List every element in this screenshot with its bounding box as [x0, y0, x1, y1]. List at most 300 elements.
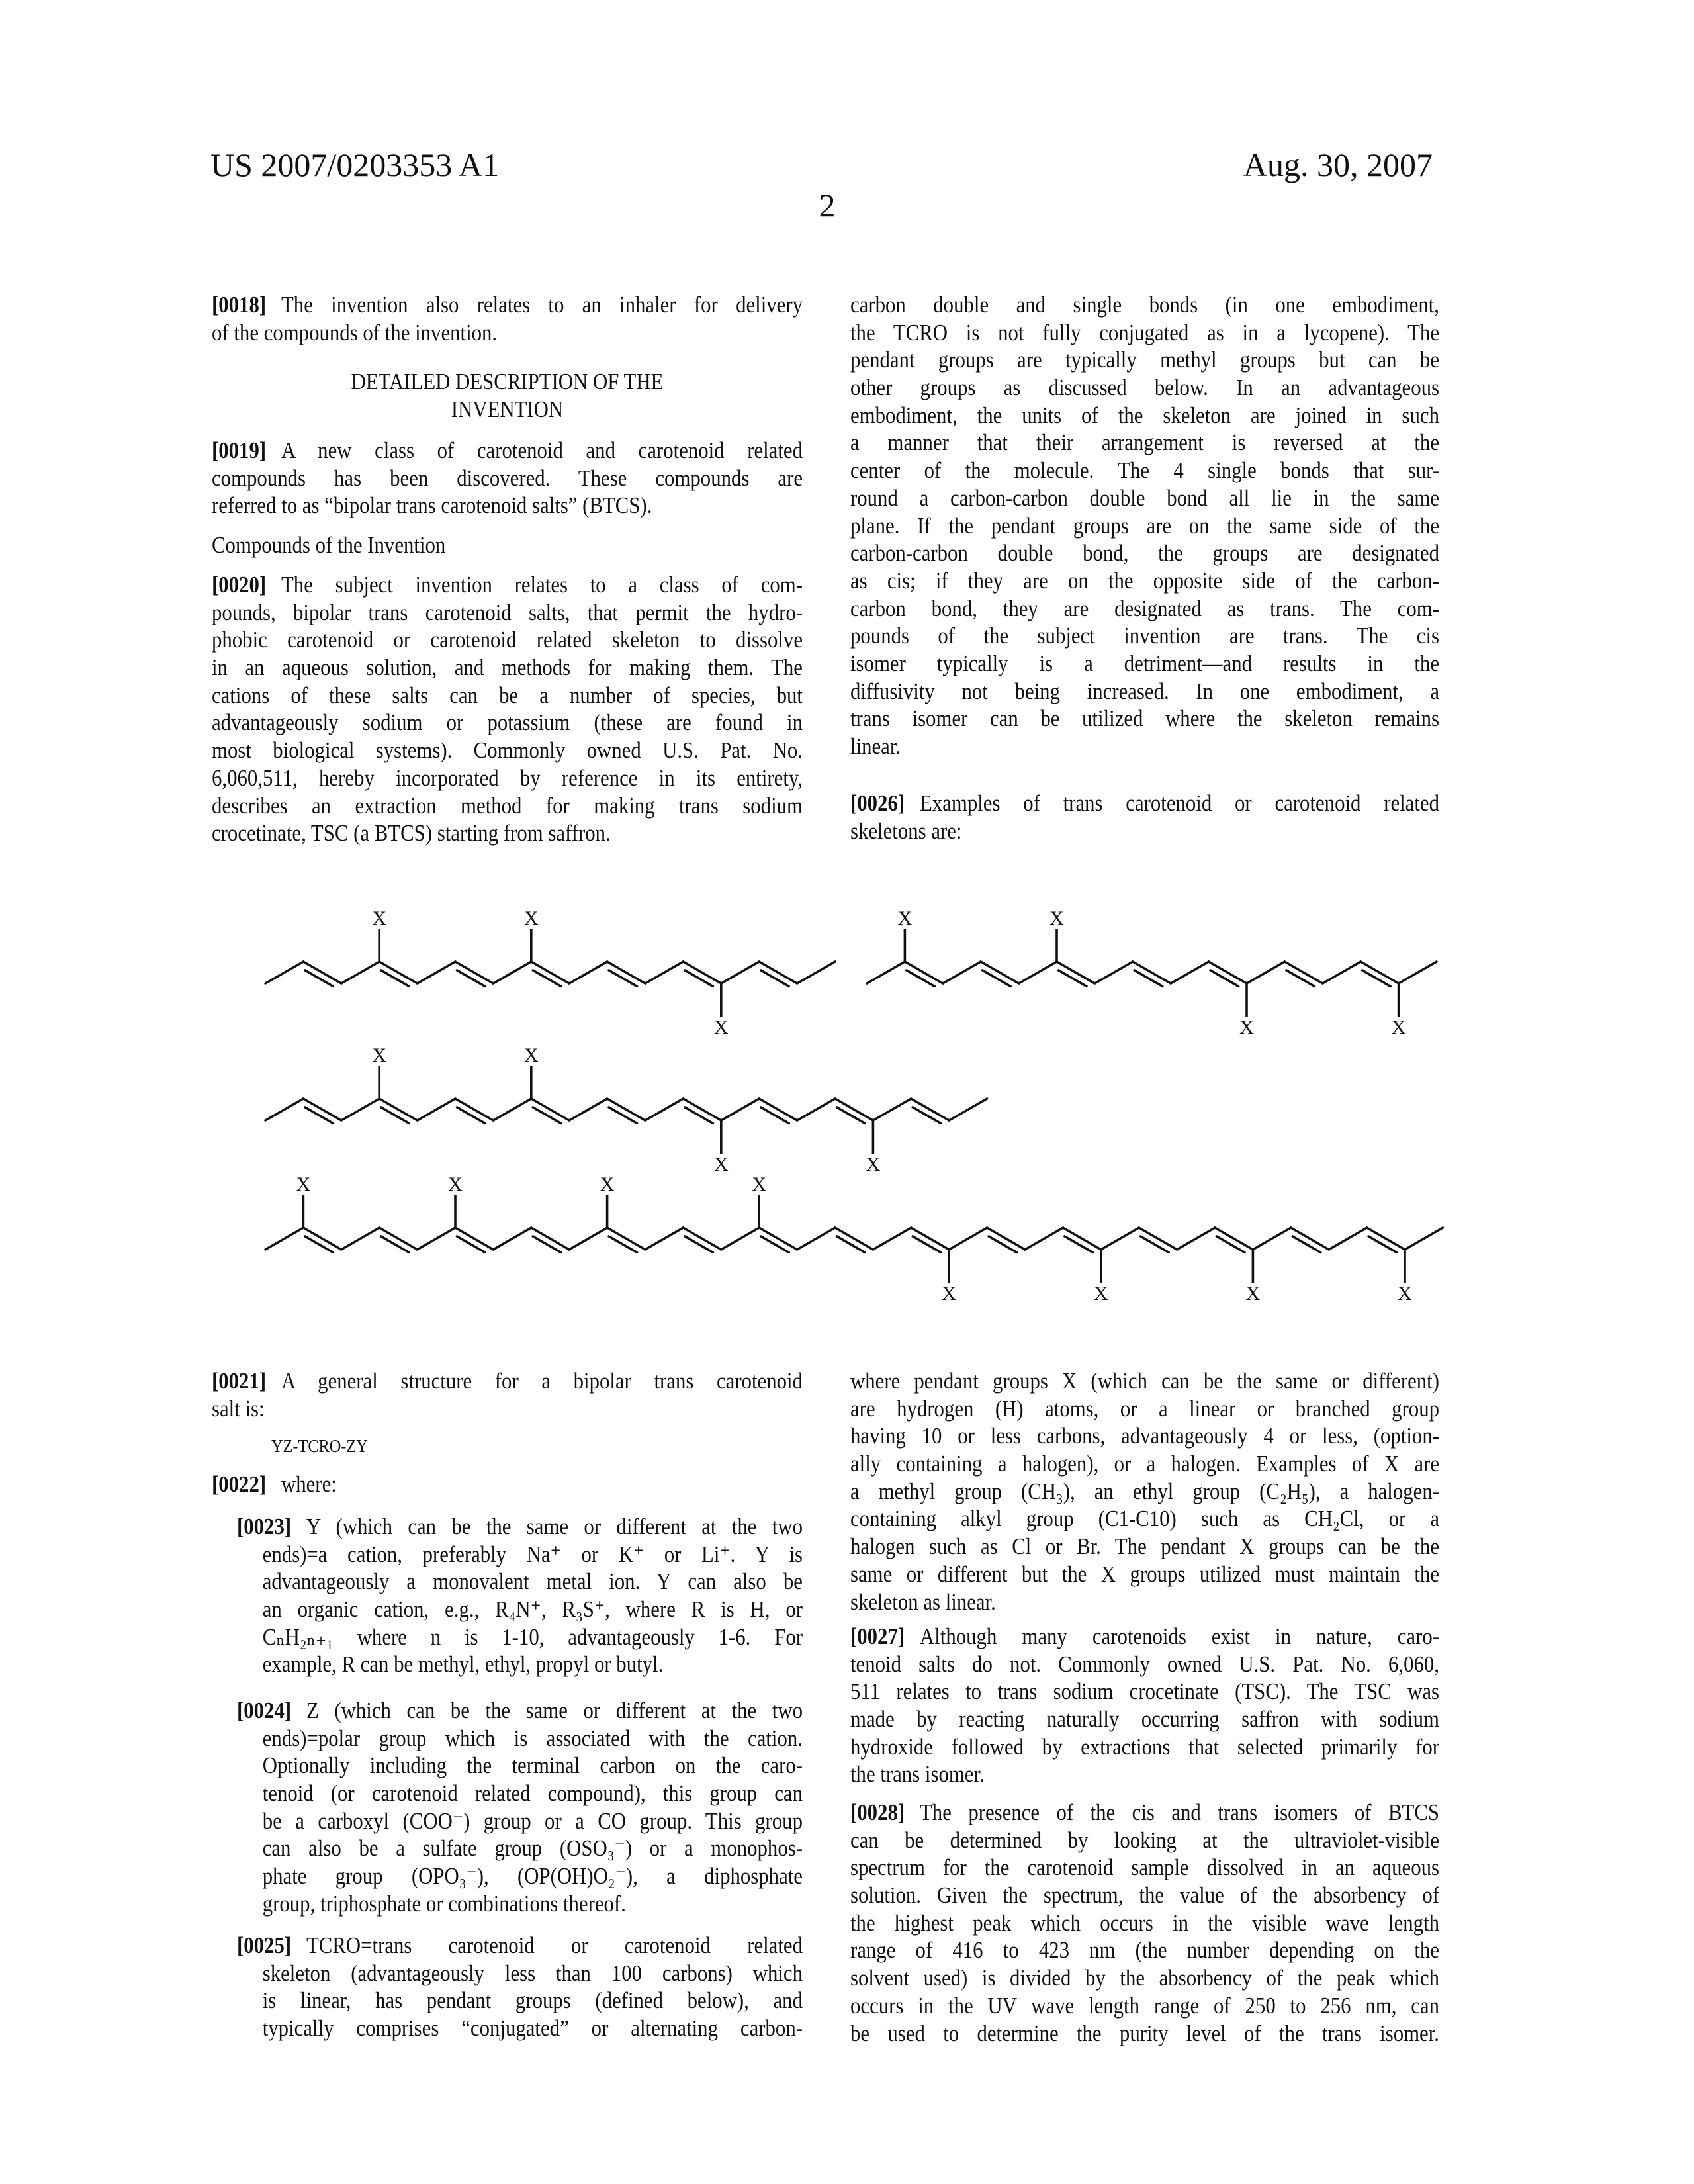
line-text: isomer typically is a detriment—and results in the	[850, 651, 1439, 676]
single-bond	[1177, 1228, 1215, 1250]
line-text: other groups as discussed below. In an advantageous	[850, 375, 1439, 400]
single-bond	[493, 1228, 531, 1250]
line-text: most biological systems). Commonly owned U.S. Pat. No.	[212, 737, 803, 763]
pendant-group-x-label: X	[1049, 907, 1064, 929]
single-bond	[797, 962, 835, 983]
text-line	[237, 1960, 803, 1987]
single-bond	[1019, 962, 1057, 983]
line-text: where pendant groups X (which can be the same or different)	[850, 1368, 1439, 1394]
line-text: Compounds of the Invention	[212, 532, 445, 558]
pendant-group-x-label: X	[942, 1283, 956, 1304]
single-bond	[683, 1228, 721, 1250]
line-text: ends)=polar group which is associated with the cation.	[263, 1725, 803, 1751]
line-text: referred to as “bipolar trans carotenoid salts” (BTCS).	[212, 492, 652, 518]
paragraph-text	[212, 437, 803, 520]
line-text: be a carboxyl (COO⁻) group or a CO group. This group	[263, 1808, 803, 1834]
double-bond-line	[457, 1236, 484, 1252]
single-bond	[607, 1228, 645, 1250]
line-text: ends)=a cation, preferably Na⁺ or K⁺ or Li⁺. Y is	[263, 1541, 803, 1567]
single-bond	[987, 1228, 1025, 1250]
text-line	[850, 1827, 1439, 1854]
paragraph-0021	[212, 1367, 803, 1422]
paragraph-text	[212, 531, 803, 559]
text-line	[237, 2015, 803, 2042]
text-line	[850, 1760, 1439, 1788]
paragraph-0025-continued	[850, 291, 1439, 760]
text-line	[850, 484, 1439, 512]
text-line	[850, 1422, 1439, 1450]
text-line	[212, 709, 803, 737]
double-bond-line	[685, 970, 713, 986]
text-line	[850, 595, 1439, 623]
double-bond-line	[1368, 1236, 1396, 1252]
text-line	[237, 1780, 803, 1807]
single-bond	[911, 1228, 949, 1250]
line-text: Y (which can be the same or different at the two	[306, 1514, 803, 1539]
line-text: pounds of the subject invention are trans. The cis	[850, 623, 1439, 649]
paragraph-0024	[237, 1697, 803, 1918]
text-line	[850, 1651, 1439, 1678]
text-line	[850, 650, 1439, 678]
single-bond	[341, 962, 379, 983]
line-text: spectrum for the carotenoid sample dissolved in an aqueous	[850, 1854, 1439, 1880]
line-text: typically comprises “conjugated” or alternating carbon-	[263, 2015, 803, 2041]
text-line	[212, 1471, 803, 1498]
line-text: compounds has been discovered. These compounds are	[212, 465, 803, 491]
single-bond	[835, 1099, 873, 1120]
text-line	[237, 1651, 803, 1678]
text-line	[850, 817, 1439, 845]
single-bond	[1360, 962, 1398, 983]
single-bond	[645, 962, 683, 983]
skeleton-structure	[265, 1173, 1443, 1304]
double-bond-line	[609, 1107, 637, 1123]
line-text: carbon-carbon double bond, the groups are designated	[850, 540, 1439, 566]
pendant-group-x-label: X	[448, 1173, 463, 1195]
single-bond	[1291, 1228, 1329, 1250]
line-text: are hydrogen (H) atoms, or a linear or branched group	[850, 1396, 1439, 1422]
single-bond	[645, 1099, 683, 1120]
text-line	[212, 682, 803, 709]
paragraph-text	[237, 1513, 803, 1678]
line-text: solvent used) is divided by the absorbency of the peak which	[850, 1965, 1439, 1991]
line-text: in an aqueous solution, and methods for making them. The	[212, 655, 803, 680]
single-bond	[455, 962, 493, 983]
double-bond-line	[381, 1107, 409, 1123]
text-line	[850, 733, 1439, 760]
line-text: pounds, bipolar trans carotenoid salts, that permit the hydro-	[212, 600, 803, 625]
line-text: solution. Given the spectrum, the value of the absorbency of	[850, 1882, 1439, 1908]
pendant-group-x-label: X	[296, 1173, 311, 1195]
line-text: as cis; if they are on the opposite side of the carbon-	[850, 568, 1439, 594]
pendant-group-x-label: X	[1239, 1017, 1254, 1038]
text-line	[850, 1367, 1439, 1395]
section-heading	[212, 368, 803, 423]
paragraph-0026-continued	[850, 1367, 1439, 1615]
text-line	[237, 1697, 803, 1725]
line-text: the trans isomer.	[850, 1761, 985, 1787]
line-text: trans isomer can be utilized where the skeleton remains	[850, 705, 1439, 731]
text-line	[212, 465, 803, 492]
single-bond	[1405, 1228, 1443, 1250]
pendant-group-x-label: X	[1094, 1283, 1108, 1304]
single-bond	[531, 1099, 569, 1120]
paragraph-number: [0022]	[212, 1471, 266, 1497]
double-bond-line	[1216, 1236, 1244, 1252]
single-bond	[493, 962, 531, 983]
single-bond	[265, 962, 303, 983]
pendant-group-x-label: X	[372, 907, 386, 929]
paragraph-number: [0025]	[237, 1933, 291, 1958]
pendant-group-x-label: X	[524, 1044, 539, 1066]
paragraph-number: [0019]	[212, 437, 266, 463]
text-line	[850, 1936, 1439, 1964]
pendant-group-x-label: X	[866, 1154, 881, 1175]
single-bond	[418, 1228, 455, 1250]
paragraph-number: [0023]	[237, 1514, 291, 1539]
single-bond	[759, 962, 797, 983]
text-line	[212, 492, 803, 520]
line-text: embodiment, the units of the skeleton are joined in such	[850, 402, 1439, 428]
text-line	[850, 705, 1439, 733]
double-bond-line	[533, 1107, 560, 1123]
single-bond	[1323, 962, 1360, 983]
double-bond-line	[836, 1236, 864, 1252]
single-bond	[607, 1099, 645, 1120]
double-bond-line	[457, 1107, 484, 1123]
double-bond-line	[609, 970, 637, 986]
single-bond	[949, 1099, 987, 1120]
single-bond	[683, 1099, 721, 1120]
single-bond	[265, 1228, 303, 1250]
text-line	[212, 291, 803, 319]
single-bond	[683, 962, 721, 983]
paragraph-text	[212, 291, 803, 346]
skeleton-structure	[867, 907, 1437, 1038]
text-line	[212, 737, 803, 764]
line-text: salt is:	[212, 1396, 265, 1422]
patent-number: US 2007/0203353 A1	[210, 145, 499, 185]
double-bond-line	[381, 970, 409, 986]
text-line	[850, 1623, 1439, 1651]
double-bond-line	[305, 1236, 333, 1252]
text-line	[212, 1395, 803, 1423]
text-line	[212, 368, 803, 396]
line-text: having 10 or less carbons, advantageously 4 or less, (option-	[850, 1423, 1439, 1449]
text-line	[237, 1541, 803, 1569]
line-text: where:	[281, 1471, 337, 1497]
line-text: tenoid (or carotenoid related compound), this group can	[263, 1780, 803, 1806]
single-bond	[455, 1099, 493, 1120]
text-line	[237, 1835, 803, 1862]
paragraph-number: [0024]	[237, 1698, 291, 1723]
line-text: pendant groups are typically methyl groups but can be	[850, 347, 1439, 373]
single-bond	[1367, 1228, 1405, 1250]
pendant-group-x-label: X	[898, 907, 913, 929]
text-line	[212, 571, 803, 599]
paragraph-0020	[212, 571, 803, 847]
pendant-group-x-label: X	[1398, 1283, 1412, 1304]
text-line	[212, 626, 803, 654]
paragraph-number: [0026]	[850, 790, 905, 816]
subsection-title	[212, 531, 803, 559]
paragraph-number: [0021]	[212, 1368, 266, 1394]
line-text: a manner that their arrangement is reversed at the	[850, 430, 1439, 455]
line-text: round a carbon-carbon double bond all lie in the same	[850, 485, 1439, 511]
text-line	[237, 1890, 803, 1918]
text-line	[237, 1932, 803, 1960]
double-bond-line	[1141, 1236, 1169, 1252]
single-bond	[341, 1099, 379, 1120]
text-line	[850, 1533, 1439, 1561]
single-bond	[759, 1099, 797, 1120]
text-line	[237, 1987, 803, 2015]
single-bond	[493, 1099, 531, 1120]
double-bond-line	[1286, 970, 1314, 986]
text-line	[850, 1799, 1439, 1827]
double-bond-line	[913, 1236, 940, 1252]
text-line	[850, 346, 1439, 374]
text-line	[850, 1678, 1439, 1706]
paragraph-0023	[237, 1513, 803, 1678]
double-bond-line	[761, 1107, 789, 1123]
double-bond-line	[1134, 970, 1162, 986]
paragraph-number: [0020]	[212, 572, 266, 598]
paragraph-text	[212, 368, 803, 423]
line-text: skeleton as linear.	[850, 1589, 996, 1615]
single-bond	[873, 1099, 911, 1120]
single-bond	[379, 962, 417, 983]
text-line	[237, 1725, 803, 1752]
line-text: hydroxide followed by extractions that selected primarily for	[850, 1734, 1439, 1760]
single-bond	[265, 1099, 303, 1120]
skeleton-structure	[265, 907, 835, 1038]
paragraph-0027	[850, 1623, 1439, 1788]
line-text: carbon bond, they are designated as trans. The com-	[850, 596, 1439, 621]
single-bond	[1284, 962, 1322, 983]
line-text: describes an extraction method for making trans sodium	[212, 793, 803, 819]
line-text: halogen such as Cl or Br. The pendant X groups can be the	[850, 1533, 1439, 1559]
double-bond-line	[1065, 1236, 1092, 1252]
single-bond	[1139, 1228, 1177, 1250]
line-text: A general structure for a bipolar trans carotenoid	[281, 1368, 803, 1394]
single-bond	[607, 962, 645, 983]
line-text: plane. If the pendant groups are on the same side of the	[850, 513, 1439, 539]
text-line	[850, 1588, 1439, 1616]
single-bond	[379, 1228, 417, 1250]
text-line	[212, 819, 803, 847]
single-bond	[1094, 962, 1132, 983]
text-line	[850, 1505, 1439, 1533]
paragraph-text	[212, 571, 803, 847]
single-bond	[1209, 962, 1247, 983]
single-bond	[873, 1228, 911, 1250]
text-line	[237, 1568, 803, 1596]
line-text: crocetinate, TSC (a BTCS) starting from saffron.	[212, 820, 611, 846]
pendant-group-x-label: X	[372, 1044, 386, 1066]
pendant-group-x-label: X	[752, 1173, 766, 1195]
paragraph-text	[212, 1367, 803, 1422]
line-text: skeletons are:	[850, 818, 961, 844]
text-line	[850, 1909, 1439, 1937]
single-bond	[797, 1228, 835, 1250]
pendant-group-x-label: X	[1246, 1283, 1261, 1304]
paragraph-text	[237, 1932, 803, 2042]
paragraph-text	[850, 790, 1439, 844]
single-bond	[1063, 1228, 1100, 1250]
line-text: carbon double and single bonds (in one embodiment,	[850, 292, 1439, 318]
text-line	[850, 1561, 1439, 1588]
line-text: Z (which can be the same or different at the two	[306, 1698, 803, 1723]
single-bond	[759, 1228, 797, 1250]
line-text: range of 416 to 423 nm (the number depending on the	[850, 1937, 1439, 1963]
double-bond-line	[685, 1236, 713, 1252]
line-text: diffusivity not being increased. In one embodiment, a	[850, 678, 1439, 704]
single-bond	[1133, 962, 1171, 983]
text-line	[850, 1706, 1439, 1733]
single-bond	[569, 1099, 607, 1120]
single-bond	[303, 1228, 341, 1250]
text-line	[850, 1992, 1439, 2020]
line-text: tenoid salts do not. Commonly owned U.S. Pat. No. 6,060,	[850, 1651, 1439, 1677]
text-line	[850, 457, 1439, 484]
text-line	[850, 374, 1439, 402]
line-text: cations of these salts can be a number of species, but	[212, 682, 803, 708]
general-formula: YZ-TCRO-ZY	[271, 1436, 368, 1456]
line-text: skeleton (advantageously less than 100 carbons) which	[263, 1960, 803, 1986]
line-text: an organic cation, e.g., R₄N⁺, R₃S⁺, where R is H, or	[263, 1596, 803, 1622]
line-text: INVENTION	[451, 396, 563, 422]
single-bond	[418, 962, 455, 983]
line-text: a methyl group (CH₃), an ethyl group (C₂H₅), a halogen-	[850, 1479, 1439, 1504]
text-line	[850, 291, 1439, 319]
line-text: phobic carotenoid or carotenoid related skeleton to dissolve	[212, 627, 803, 653]
text-line	[850, 1964, 1439, 1992]
text-line	[212, 437, 803, 465]
single-bond	[303, 962, 341, 983]
line-text: Optionally including the terminal carbon on the caro-	[263, 1752, 803, 1778]
single-bond	[569, 1228, 607, 1250]
paragraph-0025	[237, 1932, 803, 2042]
paragraph-0026	[850, 790, 1439, 844]
text-line	[212, 319, 803, 347]
single-bond	[943, 962, 981, 983]
text-line	[237, 1862, 803, 1890]
line-text: 6,060,511, hereby incorporated by reference in its entirety,	[212, 765, 803, 791]
single-bond	[721, 962, 759, 983]
line-text: ally containing a halogen), or a halogen. Examples of X are	[850, 1451, 1439, 1477]
text-line	[237, 1596, 803, 1623]
line-text: the TCRO is not fully conjugated as in a lycopene). The	[850, 320, 1439, 345]
pendant-group-x-label: X	[524, 907, 539, 929]
single-bond	[1215, 1228, 1253, 1250]
paragraph-text	[237, 1697, 803, 1918]
page-number: 2	[811, 185, 844, 225]
single-bond	[1171, 962, 1208, 983]
line-text: TCRO=trans carotenoid or carotenoid related	[306, 1933, 803, 1958]
single-bond	[905, 962, 942, 983]
double-bond-line	[305, 970, 333, 986]
text-line	[850, 512, 1439, 540]
text-line	[850, 402, 1439, 430]
line-text: Examples of trans carotenoid or carotenoid related	[920, 790, 1439, 816]
single-bond	[1253, 1228, 1290, 1250]
paragraph-0019	[212, 437, 803, 520]
double-bond-line	[1210, 970, 1238, 986]
double-bond-line	[609, 1236, 637, 1252]
single-bond	[418, 1099, 455, 1120]
line-text: occurs in the UV wave length range of 250 to 256 nm, can	[850, 1993, 1439, 2019]
double-bond-line	[533, 1236, 560, 1252]
pendant-group-x-label: X	[600, 1173, 615, 1195]
pendant-group-x-label: X	[714, 1017, 729, 1038]
double-bond-line	[761, 970, 789, 986]
single-bond	[867, 962, 905, 983]
line-text: The subject invention relates to a class of com-	[281, 572, 803, 598]
line-text: group, triphosphate or combinations thereof.	[263, 1891, 626, 1917]
line-text: example, R can be methyl, ethyl, propyl or butyl.	[263, 1651, 664, 1677]
text-line	[237, 1513, 803, 1541]
single-bond	[1329, 1228, 1366, 1250]
skeleton-structure	[265, 1044, 987, 1175]
single-bond	[721, 1228, 759, 1250]
text-line	[850, 1882, 1439, 1909]
paragraph-text	[850, 1799, 1439, 2047]
text-line	[212, 599, 803, 627]
single-bond	[949, 1228, 987, 1250]
line-text: of the compounds of the invention.	[212, 320, 497, 345]
text-line	[850, 1450, 1439, 1478]
double-bond-line	[533, 970, 560, 986]
double-bond-line	[457, 970, 484, 986]
double-bond-line	[913, 1107, 940, 1123]
text-line	[850, 790, 1439, 817]
text-line	[850, 567, 1439, 595]
paragraph-0022	[212, 1471, 803, 1498]
single-bond	[981, 962, 1018, 983]
single-bond	[341, 1228, 379, 1250]
paragraph-0018	[212, 291, 803, 346]
line-text: can be determined by looking at the ultraviolet-visible	[850, 1827, 1439, 1853]
line-text: The invention also relates to an inhaler for delivery	[281, 292, 803, 318]
text-line	[850, 319, 1439, 347]
line-text: advantageously sodium or potassium (these are found in	[212, 709, 803, 735]
line-text: be used to determine the purity level of the trans isomer.	[850, 2021, 1439, 2046]
paragraph-0028	[850, 1799, 1439, 2047]
text-line	[212, 792, 803, 820]
line-text: center of the molecule. The 4 single bonds that sur-	[850, 457, 1439, 483]
paragraph-number: [0027]	[850, 1623, 905, 1649]
line-text: The presence of the cis and trans isomers of BTCS	[920, 1799, 1439, 1825]
paragraph-text	[850, 1367, 1439, 1615]
single-bond	[455, 1228, 493, 1250]
line-text: Although many carotenoids exist in nature, caro-	[920, 1623, 1439, 1649]
single-bond	[1399, 962, 1437, 983]
paragraph-text	[850, 291, 1439, 760]
double-bond-line	[1292, 1236, 1320, 1252]
text-line	[237, 1807, 803, 1835]
line-text: 511 relates to trans sodium crocetinate (TSC). The TSC was	[850, 1678, 1439, 1704]
text-line	[850, 1478, 1439, 1506]
text-line	[850, 678, 1439, 705]
line-text: DETAILED DESCRIPTION OF THE	[351, 369, 664, 394]
text-line	[850, 539, 1439, 567]
double-bond-line	[305, 1107, 333, 1123]
single-bond	[835, 1228, 873, 1250]
pendant-group-x-label: X	[1392, 1017, 1406, 1038]
line-text: phate group (OPO₃⁻), (OP(OH)O₂⁻), a diphosphate	[263, 1863, 803, 1889]
pendant-group-x-label: X	[714, 1154, 729, 1175]
